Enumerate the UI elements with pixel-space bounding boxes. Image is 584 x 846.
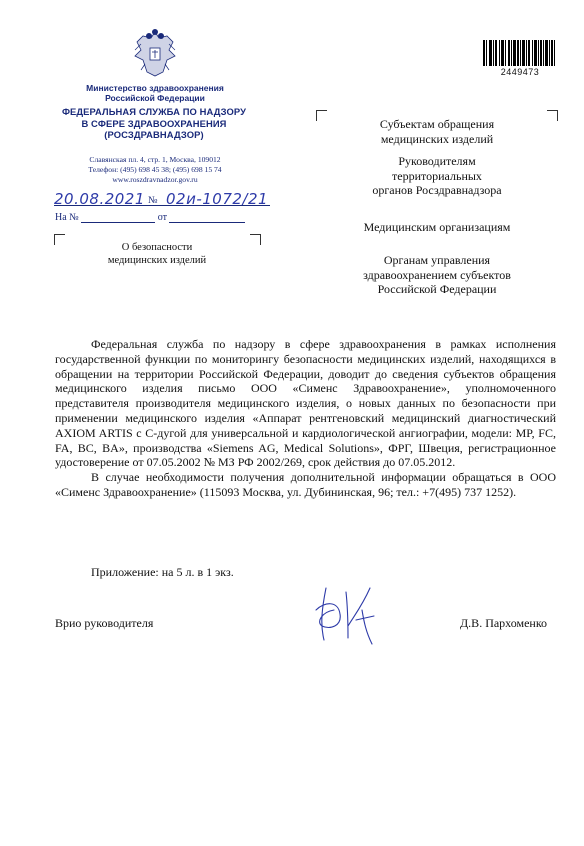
reference-date-label: от xyxy=(157,212,167,223)
handwritten-signature xyxy=(312,580,378,650)
reference-number-blank xyxy=(81,213,155,223)
subject-corner-left xyxy=(54,234,65,245)
number-label: № xyxy=(148,195,158,206)
recipient-block-1: Субъектам обращения медицинских изделий xyxy=(379,117,495,146)
signer-role: Врио руководителя xyxy=(55,616,154,630)
registration-line xyxy=(54,190,284,212)
body-paragraph: Федеральная служба по надзору в сфере здравоохранения в рамках исполнения государственной функции по мониторингу безопасности медицинских изделий, находящихся в обращении на территории Российской Федерации, доводит до сведения субъектов обращения медицинского изделия письмо ООО «Сименс Здравоохранение», уполномоченного представителя производителя медицинского изделия, о новых данных по безопасности при применении медицинского изделия «Аппарат рентгеновский медицинский диагностический AXIOM ARTIS с С-дугой для универсальной и кардиологической ангиографии, модели: MP, FC, FA, BC, BA», производства «Siemens AG, Medical Solutions», ФРГ, Швеция, регистрационное удостоверение от 07.05.2002 № МЗ РФ 2002/269, срок действия до 07.05.2012. xyxy=(55,337,556,470)
agency-name: ФЕДЕРАЛЬНАЯ СЛУЖБА ПО НАДЗОРУ В СФЕРЕ ЗДРАВООХРАНЕНИЯ (РОСЗДРАВНАДЗОР) xyxy=(61,106,247,140)
reference-number-label: На № xyxy=(55,212,79,223)
registration-number: 02и-1072/21 xyxy=(166,190,269,208)
barcode-number: 2449473 xyxy=(500,67,540,77)
recipient-block-3: Медицинским организациям xyxy=(363,220,511,234)
letter-body xyxy=(55,337,556,500)
coat-of-arms-emblem xyxy=(133,28,177,78)
agency-address: Славянская пл. 4, стр. 1, Москва, 109012 Телефон: (495) 698 45 38; (495) 698 15 74 www.roszdravnadzor.gov.ru xyxy=(88,155,222,184)
barcode-image xyxy=(482,40,556,66)
subject-corner-right xyxy=(250,234,261,245)
recipient-block-4: Органам управления здравоохранением субъектов Российской Федерации xyxy=(363,253,511,296)
reference-line xyxy=(55,212,245,223)
signer-name: Д.В. Пархоменко xyxy=(460,616,548,630)
reference-date-blank xyxy=(169,213,245,223)
body-paragraph: В случае необходимости получения дополнительной информации обращаться в ООО «Сименс Здравоохранение» (115093 Москва, ул. Дубининская, 96; тел.: +7(495) 737 1252). xyxy=(55,470,556,499)
recipient-block-2: Руководителям территориальных органов Росздравнадзора xyxy=(372,154,502,197)
registration-date: 20.08.2021 xyxy=(54,190,145,208)
letter-subject: О безопасности медицинских изделий xyxy=(107,242,207,266)
ministry-name: Министерство здравоохранения Российской Федерации xyxy=(86,83,224,103)
attachment-note: Приложение: на 5 л. в 1 экз. xyxy=(91,565,234,579)
registration-underline xyxy=(54,205,270,206)
